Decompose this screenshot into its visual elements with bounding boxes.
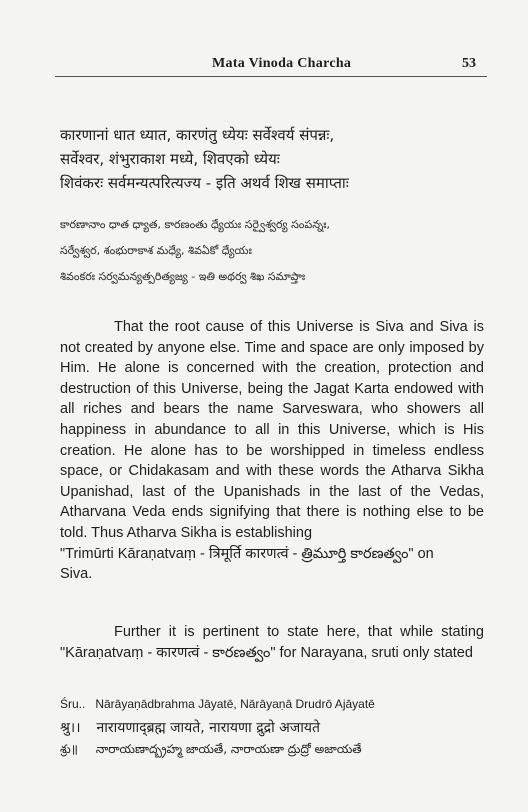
telugu-verse-line: సర్వేశ్వర, శంభురాకాశ మధ్యే, శివఏకో ధ్యేయః [60, 244, 252, 257]
sruti-line-telugu [60, 742, 362, 759]
telugu-verse-line: కారణానాం ధాత ధ్యాత, కారణంతు ధ్యేయః సర్వైశ్వర్య సంపన్నః, [60, 218, 330, 231]
paragraph-quote: "Trimūrti Kāraṇatvaṃ - त्रिमूर्ति कारणत्वं - త్రిమూర్తి కారణత్వం" on [60, 545, 434, 562]
paragraph-end: Siva. [60, 566, 93, 583]
sruti-label: श्रु।। [60, 720, 81, 736]
sanskrit-verse-line: कारणानां धात ध्यात, कारणंतु ध्येयः सर्वेश्वर्य संपन्नः, [60, 126, 335, 144]
sanskrit-verse-line: सर्वेश्वर, शंभुराकाश मध्ये, शिवएको ध्येयः [60, 150, 280, 168]
sruti-label: శ్రు॥ [60, 742, 78, 756]
sruti-label: Śru.. [60, 697, 86, 711]
sruti-text: Nārāyaṇādbrahma Jāyatē, Nārāyaṇā Drudrō Ajāyatē [95, 697, 375, 711]
commentary-paragraph-2 [60, 622, 484, 663]
sruti-text: నారాయణాద్బ్రహ్మ జాయతే, నారాయణా ద్రుద్రో అజాయతే [95, 742, 362, 756]
sruti-text: नारायणाद्ब्रह्म जायते, नारायणा द्रुद्रो अजायते [96, 720, 320, 736]
sruti-line-transliteration [60, 697, 375, 711]
telugu-verse-line: శివంకరః సర్వమన్యత్పరిత్యజ్య - ఇతి అథర్వ శిఖ సమాప్తాః [60, 270, 306, 283]
commentary-paragraph [60, 317, 484, 585]
page-number: 53 [462, 56, 476, 71]
sanskrit-verse-line: शिवंकरः सर्वमन्यत्परित्यज्य - इति अथर्व शिख समाप्ताः [60, 174, 349, 192]
paragraph-text: Further it is pertinent to state here, that while stating "Kāraṇatvaṃ - कारणत्वं - కారణత్వం" for Narayana, sruti only stated [60, 624, 484, 661]
header-rule [55, 76, 487, 77]
paragraph-text: That the root cause of this Universe is Siva and Siva is not created by anyone else. Time and space are only imposed by Him. He alone is concerned with the creation, protection and destruction of this Universe, being the Jagat Karta endowed with all riches and bears the name Sarveswara, who showers all happiness in abundance to all in this Universe, which is His creation. He alone has to be worshipped in timeless endless space, or Chidakasam and with these words the Atharva Sikha Upanishad, last of the Upanishads in the last of the Vedas, Atharvana Veda ends signifying that there is nothing else to be told. Thus Atharva Sikha is establishing [60, 319, 484, 541]
running-header-title: Mata Vinoda Charcha [212, 56, 352, 71]
sruti-line-sanskrit [60, 718, 320, 737]
